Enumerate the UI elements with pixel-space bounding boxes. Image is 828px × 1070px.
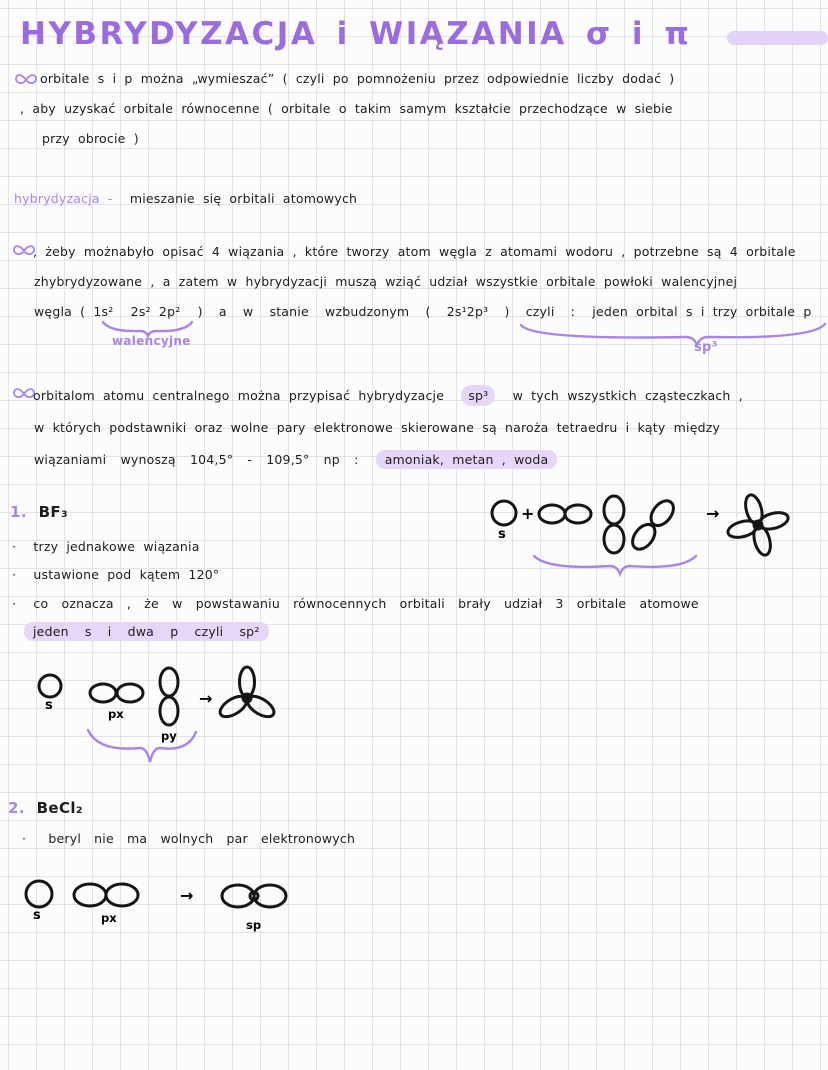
bf3-bullet-3 — [12, 596, 708, 611]
bf3-bullet-1-text: trzy jednakowe wiązania — [33, 539, 200, 554]
sp3-brace-label: sp³ — [694, 340, 718, 355]
sp-orbitals-result — [222, 885, 286, 907]
central-line-1-post: w tych wszystkich cząsteczkach , — [512, 388, 743, 403]
bullet-dot: · — [12, 567, 17, 582]
px-orbital-label: px — [101, 911, 117, 925]
sp2-highlight-line: jeden s i dwa p czyli sp² — [24, 622, 269, 641]
sp-orbital-label: sp — [246, 918, 262, 932]
section-1-heading — [10, 503, 74, 521]
valence-orbitals-group: 2s² 2p² — [130, 304, 181, 319]
pxpy-orbitals-brace — [88, 730, 196, 762]
px-orbital — [539, 505, 591, 523]
intro-line-2: , aby uzyskać orbitale równocenne ( orbitale o takim samym kształcie przechodzące w siebie — [20, 101, 673, 116]
section-2-heading — [8, 799, 89, 817]
sp-diagram — [18, 866, 318, 938]
bullet-dot: · — [12, 539, 17, 554]
bf3-bullet-1 — [12, 539, 209, 554]
sp3-diagram — [478, 486, 808, 586]
px-orbital-label: px — [108, 707, 124, 721]
bow-bullet-icon — [14, 72, 38, 89]
carbon-line-3-mid: ) a w stanie wzbudzonym ( 2s¹2p³ ) czyli : — [197, 304, 576, 319]
section-2-number: 2. — [8, 799, 25, 817]
pz-orbital — [628, 497, 678, 554]
sp3-underbrace — [518, 322, 828, 350]
py-orbital — [604, 496, 624, 553]
bullet-dot: · — [12, 596, 17, 611]
definition-term: hybrydyzacja - — [14, 191, 113, 206]
s-orbital-circle — [492, 501, 516, 525]
central-line-3 — [34, 452, 566, 467]
definition-text: mieszanie się orbitali atomowych — [129, 191, 358, 206]
title-highlight-stripe — [727, 31, 828, 45]
intro-line-1: orbitale s i p można „wymieszać” ( czyli po pomnożeniu przez odpowiednie liczby dodać ) — [40, 71, 675, 86]
bf3-formula: BF₃ — [38, 503, 69, 521]
section-1-number: 1. — [10, 503, 27, 521]
bullet-dot: · — [22, 831, 27, 846]
carbon-line-3-start: węgla ( 1s² — [34, 304, 114, 319]
central-line-2: w których podstawniki oraz wolne pary elektronowe skierowane są naroża tetraedru i kąty między — [34, 420, 721, 435]
p-orbitals-brace — [534, 556, 696, 574]
s-orbital-circle — [26, 881, 52, 907]
sp3-highlight: sp³ — [461, 385, 495, 406]
carbon-line-3 — [34, 304, 821, 319]
bf3-bullet-2-text: ustawione pod kątem 120° — [33, 567, 220, 582]
py-orbital-label: py — [161, 729, 177, 743]
s-orbital-label: s — [45, 698, 53, 713]
sp2-diagram — [24, 660, 304, 772]
s-orbital-label: s — [33, 908, 41, 923]
bf3-bullet-3-text: co oznacza , że w powstawaniu równocennych orbitali brały udział 3 orbitale atomowe — [33, 596, 699, 611]
definition-line — [14, 191, 366, 206]
s-orbital-circle — [39, 675, 61, 697]
px-orbital — [74, 884, 138, 906]
becl2-bullet-text: beryl nie ma wolnych par elektronowych — [48, 831, 356, 846]
py-orbital — [160, 668, 178, 725]
arrow-icon: → — [706, 504, 720, 523]
plus-icon: + — [521, 504, 535, 523]
central-line-1-pre: orbitalom atomu centralnego można przypisać hybrydyzacje — [33, 388, 445, 403]
arrow-icon: → — [180, 886, 194, 905]
carbon-line-2: zhybrydyzowane , a zatem w hybrydyzacji muszą wziąć udział wszystkie orbitale powłoki walencyjnej — [34, 274, 738, 289]
carbon-line-1: , żeby możnabyło opisać 4 wiązania , które tworzy atom węgla z atomami wodoru , potrzebne są 4 orbitale — [33, 244, 796, 259]
intro-line-3: przy obrocie ) — [42, 131, 139, 146]
sp2-orbitals-trefoil — [217, 667, 278, 721]
examples-highlight: amoniak, metan , woda — [376, 450, 558, 469]
s-orbital-label: s — [498, 527, 506, 542]
becl2-bullet — [22, 831, 364, 846]
central-line-3-pre: wiązaniami wynoszą 104,5° - 109,5° np : — [34, 452, 359, 467]
becl2-formula: BeCl₂ — [36, 799, 83, 817]
px-orbital — [90, 684, 143, 702]
central-line-1 — [33, 388, 752, 403]
bf3-bullet-2 — [12, 567, 228, 582]
page-title: HYBRYDYZACJA i WIĄZANIA σ i π — [20, 16, 692, 52]
sp3-orbitals-flower — [726, 493, 790, 557]
arrow-icon: → — [199, 689, 213, 708]
sp3-orbitals-group: jeden orbital s i trzy orbitale p — [592, 304, 812, 319]
valence-label: walencyjne — [112, 334, 191, 348]
